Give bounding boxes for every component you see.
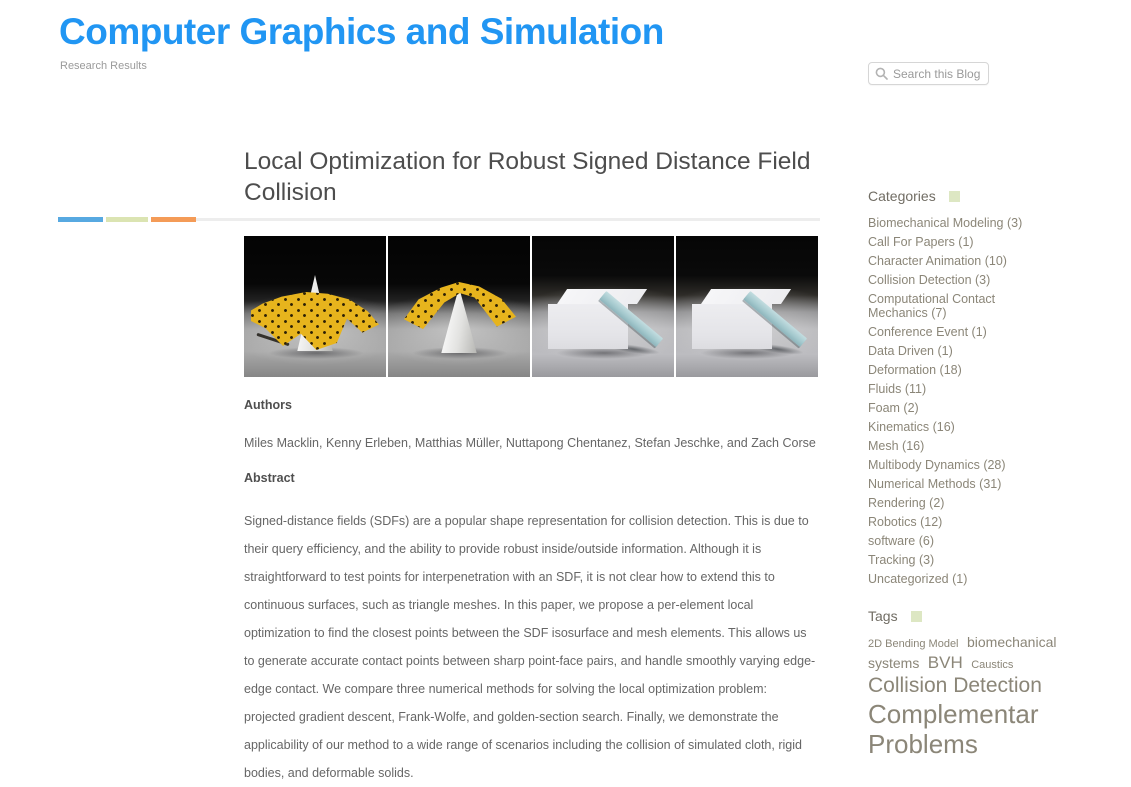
abstract-heading: Abstract — [244, 471, 295, 485]
search-icon — [875, 67, 888, 80]
category-item[interactable]: Uncategorized (1) — [868, 572, 968, 586]
post-body — [244, 236, 818, 787]
tag-link[interactable]: biomechanical systems — [868, 634, 1057, 671]
divider-segment-green — [106, 217, 148, 222]
figure-strip — [244, 236, 818, 377]
tag-link[interactable]: Caustics — [971, 658, 1014, 671]
sidebar — [868, 188, 1092, 760]
authors-text: Miles Macklin, Kenny Erleben, Matthias Müller, Nuttapong Chentanez, Stefan Jeschke, and Zach Corse — [244, 436, 816, 450]
divider-line — [196, 218, 820, 221]
category-item[interactable]: Computational Contact Mechanics (7) — [868, 292, 996, 320]
abstract-text: Signed-distance fields (SDFs) are a popular shape representation for collision detection. This is due to their query efficiency, and the ability to provide robust inside/outside information. Although it is straightforward to test points for interpenetration with an SDF, it is not clear how to extend this to continuous surfaces, such as triangle meshes. In this paper, we propose a per-element local optimization to find the closest points between the SDF isosurface and mesh elements. This allows us to generate accurate contact points between sharp point-face pairs, and handle smoothly varying edge-edge contact. We compare three numerical methods for solving the local optimization problem: projected gradient descent, Frank-Wolfe, and golden-section search. Finally, we demonstrate the applicability of our method to a wide range of scenarios including the collision of simulated cloth, rigid bodies, and deformable solids. — [244, 514, 816, 780]
authors-heading: Authors — [244, 398, 292, 412]
category-item[interactable]: Kinematics (16) — [868, 420, 955, 434]
categories-heading-label: Categories — [868, 188, 936, 204]
category-item[interactable]: Tracking (3) — [868, 553, 935, 567]
category-item[interactable]: Conference Event (1) — [868, 325, 987, 339]
category-item[interactable]: Biomechanical Modeling (3) — [868, 216, 1023, 230]
category-item[interactable]: Call For Papers (1) — [868, 235, 974, 249]
figure-box-plank — [532, 236, 674, 377]
green-square-icon — [949, 191, 960, 202]
category-item[interactable]: Fluids (11) — [868, 382, 927, 396]
tag-link[interactable]: BVH — [927, 652, 963, 672]
search-input[interactable] — [893, 67, 982, 81]
post-divider — [58, 216, 820, 222]
category-item[interactable]: Data Driven (1) — [868, 344, 953, 358]
green-square-icon — [911, 611, 922, 622]
category-item[interactable]: Collision Detection (3) — [868, 273, 991, 287]
categories-heading — [868, 188, 1092, 204]
site-tagline: Research Results — [60, 60, 147, 72]
tag-link[interactable]: Complementar Problems — [868, 698, 1039, 760]
divider-segment-orange — [151, 217, 196, 222]
post-title[interactable]: Local Optimization for Robust Signed Distance Field Collision — [244, 148, 811, 206]
figure-box-plank — [676, 236, 818, 377]
search-box[interactable] — [868, 62, 989, 85]
divider-segment-blue — [58, 217, 103, 222]
category-item[interactable]: Rendering (2) — [868, 496, 945, 510]
figure-cone-draped — [244, 236, 386, 377]
tag-cloud — [868, 634, 1088, 760]
category-item[interactable]: Multibody Dynamics (28) — [868, 458, 1006, 472]
category-item[interactable]: software (6) — [868, 534, 934, 548]
category-item[interactable]: Character Animation (10) — [868, 254, 1007, 268]
site-title[interactable]: Computer Graphics and Simulation — [59, 11, 664, 52]
category-item[interactable]: Mesh (16) — [868, 439, 925, 453]
category-item[interactable]: Deformation (18) — [868, 363, 962, 377]
category-item[interactable]: Foam (2) — [868, 401, 919, 415]
categories-list — [868, 216, 1092, 586]
tags-heading — [868, 608, 1092, 624]
tag-link[interactable]: 2D Bending Model — [868, 638, 959, 650]
figure-cone-tent — [388, 236, 530, 377]
tags-heading-label: Tags — [868, 608, 898, 624]
figure-cloth — [251, 292, 379, 350]
category-item[interactable]: Robotics (12) — [868, 515, 943, 529]
category-item[interactable]: Numerical Methods (31) — [868, 477, 1002, 491]
tag-link[interactable]: Collision Detection — [868, 673, 1042, 697]
